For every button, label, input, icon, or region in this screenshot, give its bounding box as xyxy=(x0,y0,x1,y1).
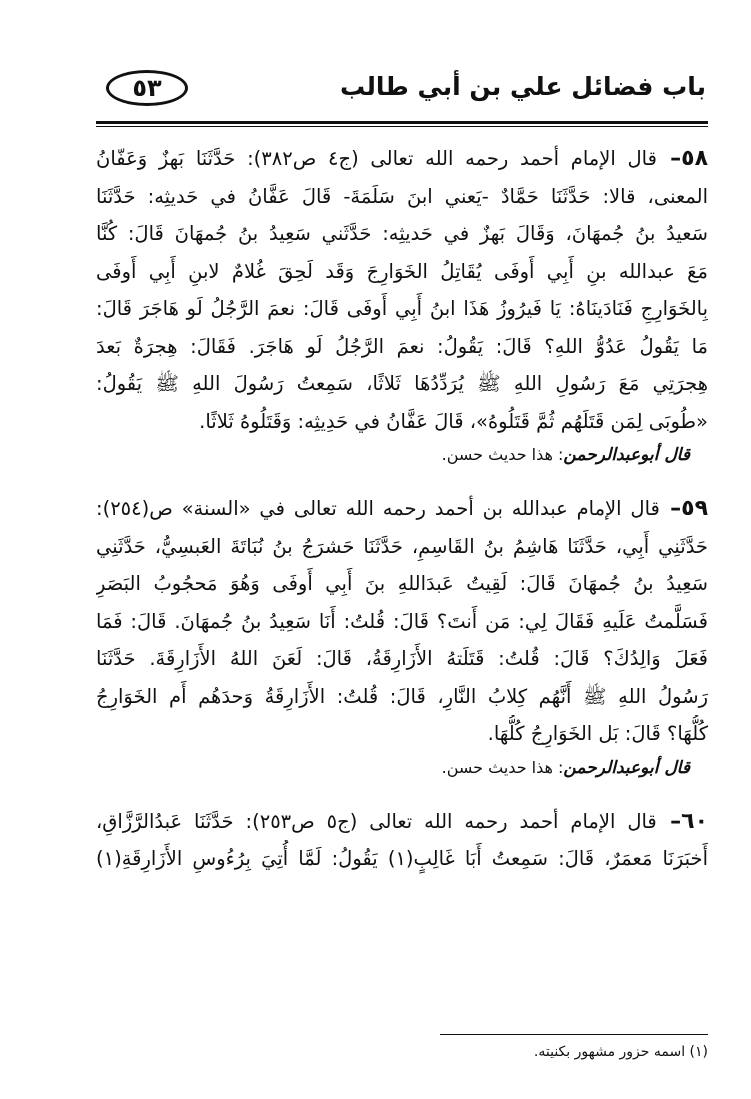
grading-line xyxy=(96,440,690,470)
footnote: (١) اسمه حزور مشهور بكنيته. xyxy=(533,1044,708,1060)
hadith-line: سَعِيدُ بنُ جُمهَانَ قَالَ: لَقِيتُ عَبدَاللهِ بنَ أَبِي أَوفَى وَهُوَ مَحجُوبُ البَصَرِ xyxy=(96,572,708,595)
hadith-line: بِالخَوَارِجِ فَنَادَينَاهُ: يَا فَيرُوزُ هَذَا ابنُ أَبِي أَوفَى قَالَ: نعمَ الرَّجُلُ لَو هَاجَرَ قَالَ: xyxy=(96,297,708,320)
hadith-line: رَسُولُ اللهِ ﷺ أَنَّهُم كِلابُ النَّارِ، قَالَ: قُلتُ: الأَزَارِقَةُ وَحدَهُم أَم الخَوَارِجُ xyxy=(96,684,708,708)
author-signature: قال أبوعبدالرحمن xyxy=(563,757,690,778)
grading-text: : هذا حديث حسن. xyxy=(441,445,564,464)
hadith-line: كُلُّهَا؟ قَالَ: بَل الخَوَارِجُ كُلُّهَا. xyxy=(487,722,708,745)
hadith-line: ٥٩– قال الإمام عبدالله بن أحمد رحمه الله تعالى في «السنة» ص(٢٥٤): xyxy=(96,496,708,521)
hadith-line: هِجرَتِي مَعَ رَسُولِ اللهِ ﷺ يُرَدِّدُهَا ثَلاثًا، سَمِعتُ رَسُولَ اللهِ ﷺ يَقُولُ: xyxy=(96,372,708,395)
main-text xyxy=(96,140,708,898)
hadith-line: أَخبَرَنَا مَعمَرٌ، قَالَ: سَمِعتُ أَبَا غَالِبٍ(١) يَقُولُ: لَمَّا أُتِيَ بِرُءُوسِ الأَزَارِقَةِ(١) xyxy=(96,847,708,870)
hadith-line: المعنى، قالا: حَدَّثَنَا حَمَّادٌ -يَعني ابنَ سَلَمَةَ- قَالَ عَفَّانُ في حَديثِه: حَدَّثَنَا xyxy=(96,184,708,208)
hadith-line: فَعَلَ وَالِدُكَ؟ قَالَ: قُلتُ: قَتَلَتهُ الأَزَارِقَةُ، قَالَ: لَعَنَ اللهُ الأَزَارِقَةَ. حَدَّثَنَا xyxy=(96,647,708,670)
author-signature: قال أبوعبدالرحمن xyxy=(563,445,690,465)
grading-line xyxy=(96,753,690,783)
chapter-title: باب فضائل علي بن أبي طالب xyxy=(339,72,706,101)
hadith-line: فَسَلَّمتُ عَلَيهِ فَقَالَ لِي: مَن أَنتَ؟ قَالَ: قُلتُ: أَنَا سَعِيدُ بنُ جُمهَانَ. قَالَ: فَمَا xyxy=(96,609,708,633)
hadith-60 xyxy=(96,803,708,878)
footnote-rule xyxy=(440,1034,708,1035)
page-number: ٥٣ xyxy=(132,74,162,102)
header-rule-thin xyxy=(96,126,708,127)
hadith-line: «طُوبَى لِمَن قَتَلَهُم ثُمَّ قَتَلُوهُ»، قَالَ عَفَّانُ في حَدِيثِه: وَقَتَلُوهُ ثَلاثًا. xyxy=(199,409,708,433)
hadith-number: ٦٠ xyxy=(681,808,708,834)
hadith-58 xyxy=(96,140,708,470)
hadith-number: ٥٨ xyxy=(681,146,708,171)
hadith-line: مَعَ عبدالله بنِ أَبِي أَوفَى يُقَاتِلُ الخَوَارِجَ وَقَد لَحِقَ غُلامٌ لابنِ أَبِي أَوفَى xyxy=(96,259,708,283)
hadith-line: ٦٠– قال الإمام أحمد رحمه الله تعالى (ج٥ ص٢٥٣): حَدَّثَنَا عَبدُالرَّزَّاقِ، xyxy=(96,808,708,834)
hadith-59 xyxy=(96,490,708,783)
hadith-line: مَا يَقُولُ عَدُوُّ اللهِ؟ قَالَ: يَقُولُ: نعمَ الرَّجُلُ لَو هَاجَرَ. فَقَالَ: هِجرَةٌ بَعدَ xyxy=(96,334,708,358)
hadith-number: ٥٩ xyxy=(681,496,708,521)
page-header xyxy=(96,68,706,120)
grading-text: : هذا حديث حسن. xyxy=(441,757,564,777)
hadith-line: حَدَّثَنِي أَبِي، حَدَّثَنَا هَاشِمُ بنُ القَاسِمِ، حَدَّثَنَا حَشرَجُ بنُ نُبَاتَةَ العَبسِيُّ، حَدَّثَنِي xyxy=(96,534,708,558)
page-number-frame xyxy=(106,70,188,106)
header-rule xyxy=(96,121,708,124)
hadith-line: سَعيدُ بنُ جُمهَانَ، وَقَالَ بَهزٌ في حَديثِه: حَدَّثَني سَعِيدُ بنُ جُمهَانَ قَالَ: كُنَّا xyxy=(96,222,708,245)
hadith-line: ٥٨– قال الإمام أحمد رحمه الله تعالى (ج٤ ص٣٨٢): حَدَّثَنَا بَهزٌ وَعَفّانُ xyxy=(96,146,708,171)
